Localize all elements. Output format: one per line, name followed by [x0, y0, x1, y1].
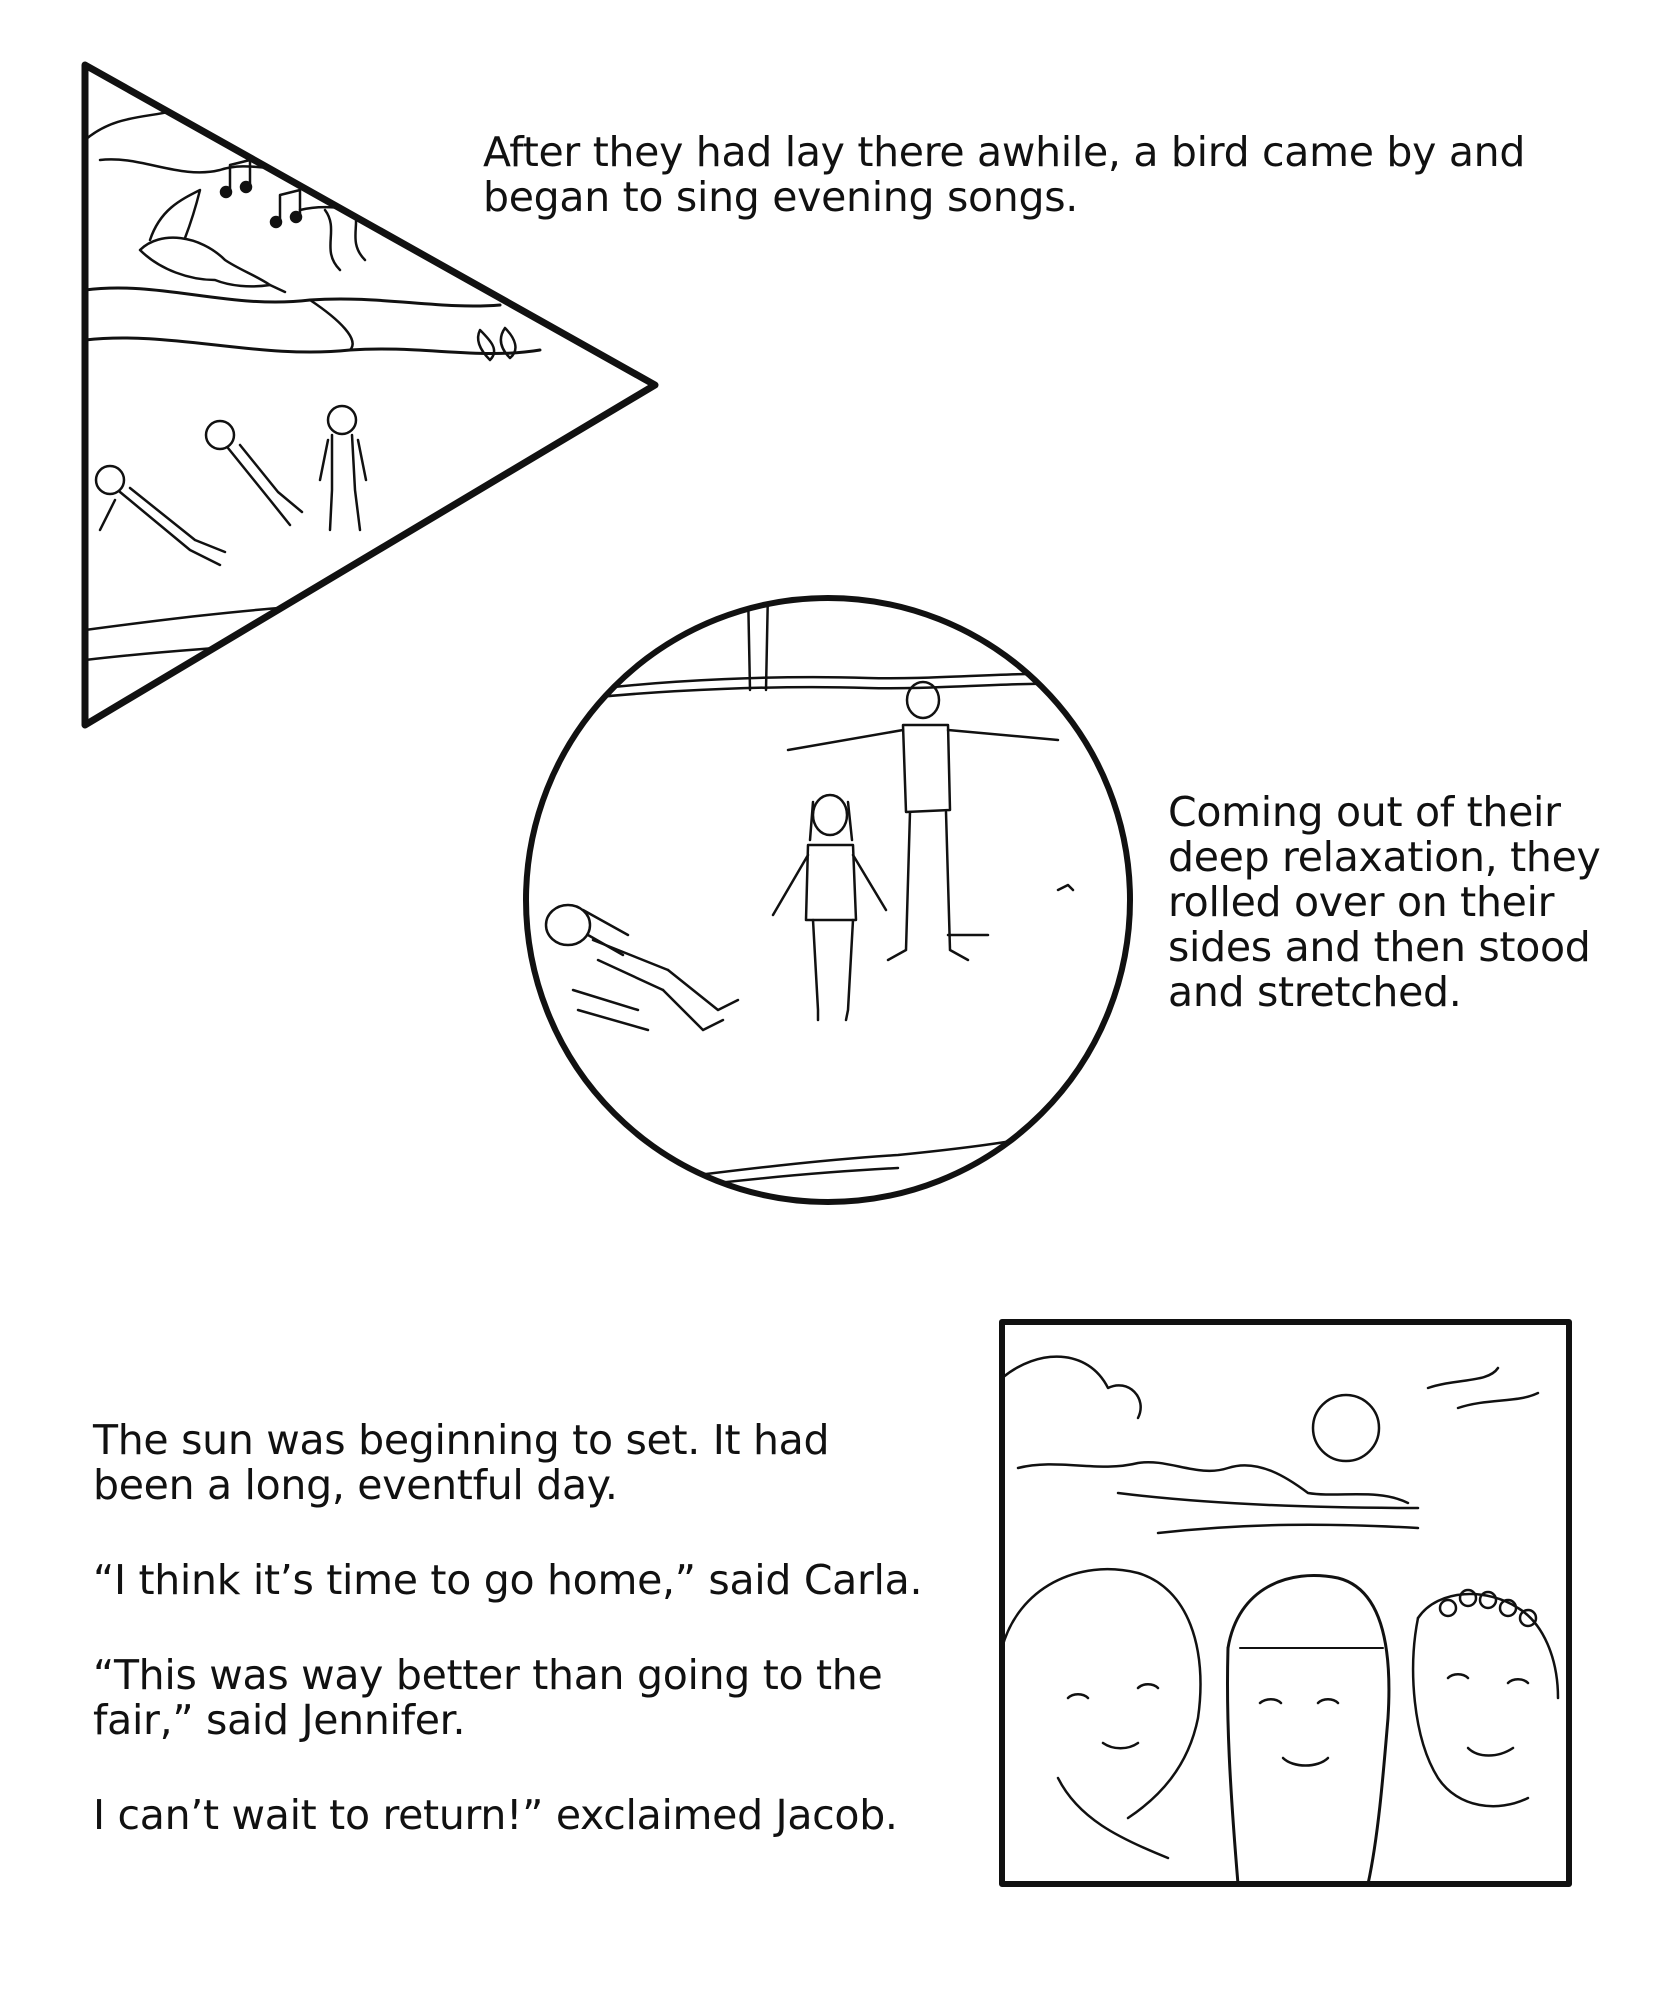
paragraph — [93, 1558, 922, 1603]
caption-line: rolled over on their — [1168, 878, 1555, 926]
caption-line: deep relaxation, they — [1168, 833, 1601, 881]
paragraph — [93, 1653, 922, 1743]
caption-line: The sun was beginning to set. It had — [93, 1416, 830, 1464]
caption-line: began to sing evening songs. — [483, 173, 1078, 221]
caption-line: and stretched. — [1168, 968, 1462, 1016]
caption-line: I can’t wait to return!” exclaimed Jacob. — [93, 1791, 898, 1839]
boy-right — [1413, 1590, 1558, 1806]
caption-panel2 — [1168, 790, 1600, 1015]
square-panel — [998, 1318, 1573, 1888]
circle-illustration — [518, 590, 1138, 1210]
child-sitting — [773, 795, 886, 1020]
child-lying-2 — [206, 421, 302, 525]
bird-icon — [140, 190, 285, 292]
girl-left — [1002, 1569, 1201, 1858]
sun-icon — [1313, 1395, 1379, 1461]
caption-panel3 — [93, 1418, 922, 1888]
caption-panel1 — [483, 130, 1525, 220]
paragraph — [93, 1793, 922, 1838]
caption-line: been a long, eventful day. — [93, 1461, 618, 1509]
child-lying-1 — [96, 466, 225, 565]
girl-middle — [1227, 1576, 1388, 1884]
caption-line: “This was way better than going to the — [93, 1651, 883, 1699]
caption-line: Coming out of their — [1168, 788, 1561, 836]
child-stretching — [788, 682, 1058, 960]
caption-line: sides and then stood — [1168, 923, 1591, 971]
circle-panel — [518, 590, 1138, 1210]
caption-line: “I think it’s time to go home,” said Carla. — [93, 1556, 923, 1604]
caption-line: After they had lay there awhile, a bird came by and — [483, 128, 1526, 176]
child-lying-3 — [320, 406, 366, 530]
caption-line: fair,” said Jennifer. — [93, 1696, 466, 1744]
square-illustration — [998, 1318, 1573, 1888]
child-lying — [546, 905, 738, 1030]
paragraph — [93, 1418, 922, 1508]
music-notes-icon — [221, 160, 365, 270]
